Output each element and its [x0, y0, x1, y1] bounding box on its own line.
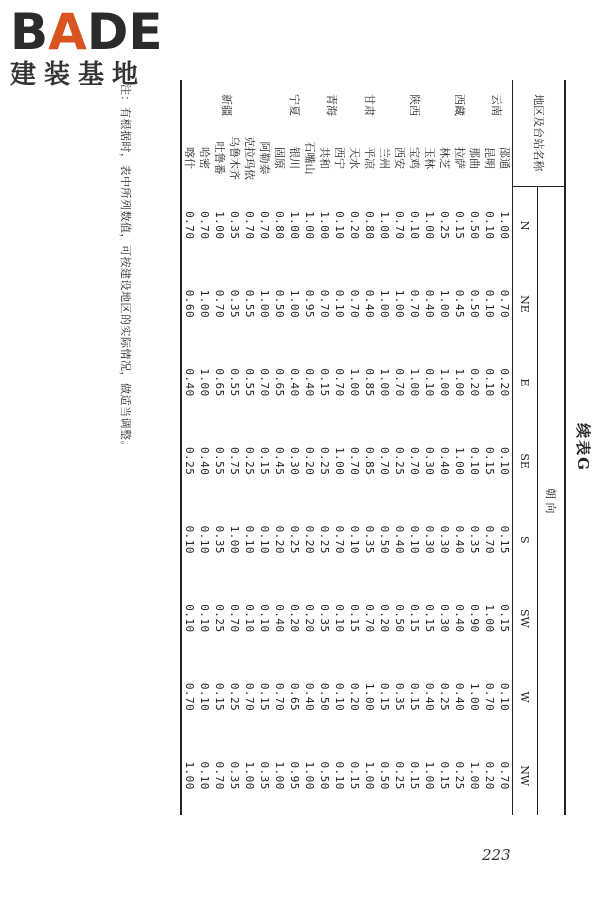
- table-row: [437, 80, 452, 815]
- value-cell: 0.70: [243, 211, 256, 240]
- value-cell: 0.10: [498, 446, 511, 476]
- value-cell: 0.70: [243, 682, 256, 712]
- value-cell: 0.20: [303, 604, 316, 633]
- value-cell: 0.10: [258, 525, 271, 555]
- value-cell: 0.70: [393, 211, 406, 240]
- value-cell: 1.00: [333, 446, 346, 476]
- value-cell: 0.20: [468, 368, 481, 397]
- station-cell: 拉萨: [453, 147, 466, 169]
- value-cell: 0.70: [213, 761, 226, 790]
- station-cell: 林芝: [438, 147, 451, 169]
- value-cell: 0.25: [438, 682, 451, 712]
- value-cell: 1.00: [273, 761, 286, 790]
- table-row: [467, 80, 482, 815]
- value-cell: 0.40: [438, 446, 451, 476]
- value-cell: 0.15: [408, 604, 421, 633]
- value-cell: 0.65: [213, 368, 226, 397]
- value-cell: 1.00: [181, 736, 197, 815]
- value-cell: 0.35: [228, 761, 241, 790]
- value-cell: 0.10: [181, 501, 197, 580]
- region-cell: 新疆: [181, 80, 272, 130]
- station-cell: 天水: [348, 147, 361, 169]
- value-cell: 0.40: [181, 343, 197, 422]
- value-cell: 0.85: [363, 446, 376, 476]
- value-cell: 0.70: [333, 525, 346, 555]
- direction-row: [513, 80, 538, 815]
- table-body: [181, 80, 513, 815]
- value-cell: 0.10: [198, 604, 211, 633]
- value-cell: 0.90: [468, 604, 481, 633]
- value-cell: 1.00: [288, 289, 301, 319]
- value-cell: 0.20: [348, 682, 361, 712]
- value-cell: 1.00: [483, 604, 496, 633]
- value-cell: 0.40: [393, 525, 406, 555]
- table-row: [197, 80, 212, 815]
- value-cell: 0.70: [408, 446, 421, 476]
- value-cell: 0.10: [243, 604, 256, 633]
- page-number: 223: [482, 846, 511, 864]
- value-cell: 0.55: [213, 446, 226, 476]
- value-cell: 1.00: [423, 211, 436, 240]
- value-cell: 1.00: [438, 289, 451, 319]
- value-cell: 0.25: [318, 446, 331, 476]
- station-cell: 平凉: [363, 147, 376, 169]
- value-cell: 0.40: [198, 446, 211, 476]
- value-cell: 0.70: [258, 368, 271, 397]
- station-cell: 宝鸡: [408, 147, 421, 169]
- value-cell: 0.70: [273, 682, 286, 712]
- value-cell: 1.00: [303, 211, 316, 240]
- value-cell: 0.50: [393, 604, 406, 633]
- direction-se: SE: [513, 422, 538, 501]
- value-cell: 0.15: [498, 525, 511, 555]
- table-row: [257, 80, 272, 815]
- rotated-page: [95, 80, 600, 815]
- value-cell: 0.25: [228, 682, 241, 712]
- orientation-table: [180, 80, 566, 815]
- value-cell: 1.00: [198, 289, 211, 319]
- value-cell: 0.40: [423, 289, 436, 319]
- value-cell: 0.25: [393, 761, 406, 790]
- value-cell: 0.70: [198, 211, 211, 240]
- value-cell: 0.15: [318, 368, 331, 397]
- value-cell: 0.50: [318, 682, 331, 712]
- table-row: [332, 80, 347, 815]
- value-cell: 0.20: [483, 761, 496, 790]
- station-cell: 玉林: [423, 147, 436, 169]
- value-cell: 0.50: [468, 289, 481, 319]
- direction-w: W: [513, 658, 538, 737]
- value-cell: 0.50: [378, 761, 391, 790]
- value-cell: 0.10: [198, 682, 211, 712]
- value-cell: 0.10: [498, 682, 511, 712]
- direction-e: E: [513, 343, 538, 422]
- value-cell: 0.25: [393, 446, 406, 476]
- value-cell: 0.70: [393, 368, 406, 397]
- value-cell: 0.55: [243, 289, 256, 319]
- value-cell: 0.10: [423, 368, 436, 397]
- value-cell: 0.30: [423, 446, 436, 476]
- table-row: [212, 80, 227, 815]
- value-cell: 1.00: [213, 211, 226, 240]
- table-row: [482, 80, 497, 815]
- table-row: [392, 80, 407, 815]
- value-cell: 0.35: [318, 604, 331, 633]
- value-cell: 0.20: [303, 525, 316, 555]
- station-cell: 哈密: [198, 147, 211, 169]
- value-cell: 0.70: [498, 289, 511, 319]
- value-cell: 0.30: [423, 525, 436, 555]
- value-cell: 0.10: [483, 289, 496, 319]
- value-cell: 1.00: [408, 368, 421, 397]
- value-cell: 0.10: [333, 604, 346, 633]
- region-cell: 甘肃: [363, 94, 376, 116]
- value-cell: 0.10: [198, 761, 211, 790]
- value-cell: 0.20: [498, 368, 511, 397]
- value-cell: 0.70: [363, 604, 376, 633]
- value-cell: 0.20: [273, 525, 286, 555]
- value-cell: 1.00: [468, 761, 481, 790]
- value-cell: 0.55: [243, 368, 256, 397]
- value-cell: 0.85: [363, 368, 376, 397]
- value-cell: 0.70: [408, 289, 421, 319]
- value-cell: 0.70: [318, 289, 331, 319]
- station-cell: 克拉玛依: [243, 136, 256, 180]
- value-cell: 0.25: [243, 446, 256, 476]
- direction-ne: NE: [513, 265, 538, 344]
- value-cell: 0.50: [468, 211, 481, 240]
- value-cell: 0.70: [333, 368, 346, 397]
- value-cell: 0.25: [181, 422, 197, 501]
- value-cell: 0.40: [273, 604, 286, 633]
- value-cell: 0.35: [363, 525, 376, 555]
- value-cell: 0.25: [453, 761, 466, 790]
- table-row: [287, 80, 302, 815]
- value-cell: 0.55: [228, 368, 241, 397]
- value-cell: 0.50: [378, 525, 391, 555]
- value-cell: 0.70: [258, 211, 271, 240]
- value-cell: 0.40: [423, 682, 436, 712]
- value-cell: 0.60: [181, 265, 197, 344]
- value-cell: 0.70: [213, 289, 226, 319]
- value-cell: 0.40: [303, 368, 316, 397]
- value-cell: 1.00: [303, 761, 316, 790]
- value-cell: 0.15: [453, 211, 466, 240]
- value-cell: 1.00: [378, 211, 391, 240]
- value-cell: 1.00: [393, 289, 406, 319]
- value-cell: 0.80: [363, 211, 376, 240]
- value-cell: 0.10: [198, 525, 211, 555]
- region-cell: 宁夏: [288, 94, 301, 116]
- value-cell: 0.10: [333, 682, 346, 712]
- region-cell: 青海: [325, 94, 339, 116]
- table-row: [377, 80, 392, 815]
- value-cell: 0.35: [213, 525, 226, 555]
- table-row: [302, 80, 317, 815]
- value-cell: 1.00: [288, 211, 301, 240]
- value-cell: 0.10: [181, 579, 197, 658]
- value-cell: 0.10: [468, 446, 481, 476]
- value-cell: 0.95: [303, 289, 316, 319]
- value-cell: 0.40: [453, 525, 466, 555]
- value-cell: 1.00: [468, 682, 481, 712]
- direction-n: N: [513, 186, 538, 265]
- value-cell: 0.10: [483, 368, 496, 397]
- value-cell: 0.15: [423, 604, 436, 633]
- value-cell: 0.10: [408, 211, 421, 240]
- value-cell: 1.00: [363, 761, 376, 790]
- value-cell: 0.70: [228, 604, 241, 633]
- value-cell: 0.10: [333, 211, 346, 240]
- value-cell: 0.25: [318, 525, 331, 555]
- station-cell: 乌鲁木齐: [228, 136, 241, 180]
- value-cell: 0.35: [228, 289, 241, 319]
- station-cell: 喀什: [181, 130, 197, 186]
- region-cell: 云南: [490, 94, 504, 116]
- value-cell: 0.35: [468, 525, 481, 555]
- value-cell: 0.50: [318, 761, 331, 790]
- value-cell: 0.25: [438, 211, 451, 240]
- station-cell: 阿勒泰: [258, 141, 271, 175]
- table-row: [227, 80, 242, 815]
- value-cell: 0.15: [348, 761, 361, 790]
- region-header: 地区及台站名称: [513, 80, 566, 186]
- station-cell: 兰州: [378, 147, 391, 169]
- table-row: [181, 80, 197, 815]
- direction-s: S: [513, 501, 538, 580]
- table-caption: 续表G: [574, 423, 592, 472]
- table-row: [497, 80, 513, 815]
- value-cell: 1.00: [453, 368, 466, 397]
- value-cell: 0.10: [333, 289, 346, 319]
- value-cell: 0.10: [408, 525, 421, 555]
- value-cell: 0.15: [408, 761, 421, 790]
- value-cell: 0.45: [453, 289, 466, 319]
- value-cell: 1.00: [228, 525, 241, 555]
- value-cell: 0.15: [213, 682, 226, 712]
- value-cell: 1.00: [258, 289, 271, 319]
- value-cell: 1.00: [378, 289, 391, 319]
- value-cell: 0.25: [288, 525, 301, 555]
- station-cell: 昆明: [483, 147, 496, 169]
- value-cell: 0.70: [483, 682, 496, 712]
- value-cell: 1.00: [378, 368, 391, 397]
- value-cell: 1.00: [318, 211, 331, 240]
- value-cell: 0.20: [348, 211, 361, 240]
- region-cell: 西藏: [453, 94, 466, 116]
- direction-header: 朝 向: [538, 186, 566, 815]
- value-cell: 0.15: [258, 446, 271, 476]
- value-cell: 0.10: [243, 525, 256, 555]
- station-cell: 西安: [393, 147, 406, 169]
- value-cell: 0.70: [181, 658, 197, 737]
- table-row: [407, 80, 422, 815]
- value-cell: 1.00: [243, 761, 256, 790]
- value-cell: 0.20: [303, 446, 316, 476]
- value-cell: 0.10: [258, 604, 271, 633]
- value-cell: 0.70: [378, 446, 391, 476]
- logo-brand: BADE: [10, 3, 163, 61]
- value-cell: 0.35: [393, 682, 406, 712]
- station-cell: 西宁: [333, 147, 346, 169]
- station-cell: 银川: [288, 147, 301, 169]
- direction-nw: NW: [513, 736, 538, 815]
- table-row: [272, 80, 287, 815]
- value-cell: 0.20: [378, 604, 391, 633]
- table-row: [422, 80, 437, 815]
- value-cell: 0.40: [453, 604, 466, 633]
- station-cell: 吐鲁番: [213, 141, 226, 175]
- table-row: [452, 80, 467, 815]
- value-cell: 0.25: [213, 604, 226, 633]
- value-cell: 0.75: [228, 446, 241, 476]
- value-cell: 0.15: [483, 446, 496, 476]
- value-cell: 0.40: [363, 289, 376, 319]
- value-cell: 0.35: [228, 211, 241, 240]
- value-cell: 0.15: [408, 682, 421, 712]
- value-cell: 0.70: [483, 525, 496, 555]
- value-cell: 1.00: [438, 368, 451, 397]
- value-cell: 0.15: [258, 682, 271, 712]
- station-cell: 那曲: [468, 147, 481, 169]
- value-cell: 1.00: [453, 446, 466, 476]
- value-cell: 0.40: [288, 368, 301, 397]
- station-cell: 石嘴山: [303, 141, 316, 175]
- station-cell: 固原: [273, 147, 286, 169]
- value-cell: 0.10: [333, 761, 346, 790]
- value-cell: 1.00: [198, 368, 211, 397]
- value-cell: 0.70: [181, 186, 197, 265]
- value-cell: 0.40: [303, 682, 316, 712]
- value-cell: 0.30: [438, 525, 451, 555]
- value-cell: 1.00: [348, 368, 361, 397]
- value-cell: 0.95: [288, 761, 301, 790]
- value-cell: 0.70: [498, 761, 511, 790]
- value-cell: 1.00: [363, 682, 376, 712]
- value-cell: 1.00: [423, 761, 436, 790]
- value-cell: 0.10: [348, 525, 361, 555]
- region-cell: 陕西: [408, 94, 421, 116]
- value-cell: 0.70: [348, 446, 361, 476]
- table-row: [242, 80, 257, 815]
- value-cell: 0.20: [288, 604, 301, 633]
- value-cell: 0.40: [453, 682, 466, 712]
- station-cell: 共和: [318, 147, 331, 169]
- table-note: 注：有根据时，表中所列数值，可按建设地区的实际情况，做适当调整。: [119, 84, 132, 452]
- direction-sw: SW: [513, 579, 538, 658]
- value-cell: 0.15: [498, 604, 511, 633]
- value-cell: 0.45: [273, 446, 286, 476]
- value-cell: 0.15: [438, 761, 451, 790]
- value-cell: 0.65: [273, 368, 286, 397]
- value-cell: 0.10: [483, 211, 496, 240]
- value-cell: 0.80: [273, 211, 286, 240]
- table-row: [317, 80, 332, 815]
- value-cell: 0.30: [438, 604, 451, 633]
- station-cell: 邵通: [498, 147, 511, 169]
- value-cell: 0.15: [378, 682, 391, 712]
- value-cell: 0.35: [258, 761, 271, 790]
- value-cell: 1.00: [498, 211, 511, 240]
- table-row: [362, 80, 377, 815]
- logo-subtitle: 建装基地: [10, 60, 147, 90]
- table-row: [347, 80, 362, 815]
- value-cell: 0.30: [288, 446, 301, 476]
- value-cell: 0.70: [348, 289, 361, 319]
- value-cell: 0.15: [348, 604, 361, 633]
- value-cell: 0.65: [288, 682, 301, 712]
- value-cell: 0.50: [273, 289, 286, 319]
